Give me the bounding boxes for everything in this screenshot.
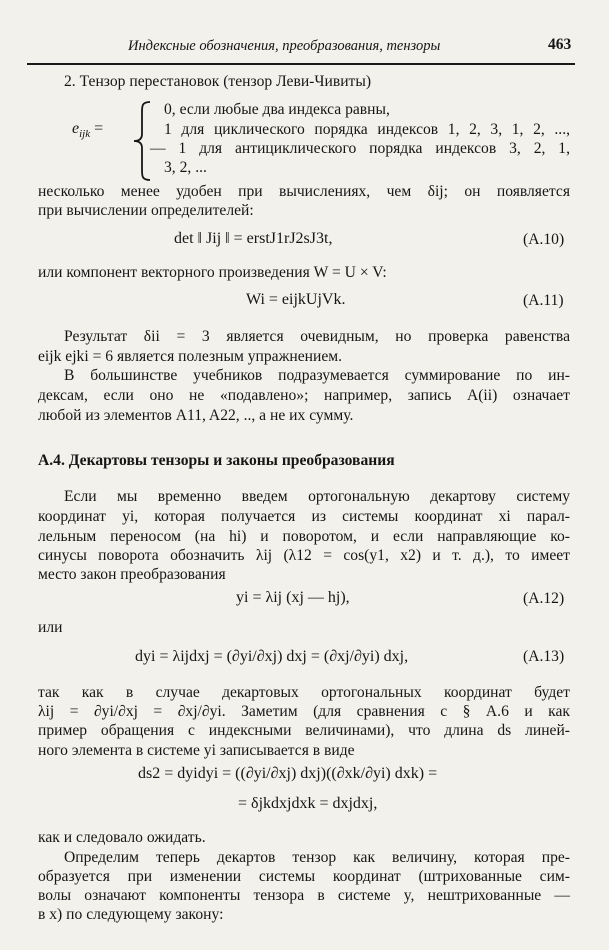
equation-a10: det ‖ Jij ‖ = erstJ1rJ2sJ3t, [174, 230, 333, 247]
para1-line2: при вычислении определителей: [38, 202, 254, 219]
levi-civita-symbol-sub: ijk [79, 128, 91, 141]
para3-line5: любой из элементов A11, A22, .., а не их сумму. [38, 407, 354, 424]
para6-line3: пример обращения с индексными величинами), что длина ds линей- [38, 722, 570, 739]
para4-line1: Если мы временно введем ортогональную декартову систему [64, 488, 570, 505]
para4-line4: синусы поворота обозначить λij (λ12 = cos(y1, x2) и т. д.), то имеет [38, 547, 570, 564]
levi-civita-lhs [72, 120, 103, 140]
para4-line3: лельным переносом (на hi) и поворотом, и если направляющие ко- [38, 528, 570, 545]
levi-civita-case-zero: 0, если любые два индекса равны, [164, 101, 390, 118]
section-heading: А.4. Декартовы тензоры и законы преобразования [38, 452, 395, 469]
para3-line1: Результат δii = 3 является очевидным, но проверка равенства [64, 328, 570, 345]
levi-civita-case-anticyclic: — 1 для антициклического порядка индексов 3, 2, 1, [150, 140, 570, 157]
para7-line3: образуется при изменении системы координат (штрихованные сим- [38, 868, 570, 885]
para3-line4: дексам, если оно не «подавлено»; например, запись A(ii) означает [38, 387, 570, 404]
page-number: 463 [548, 36, 572, 53]
para7-line5: в x) по следующему закону: [38, 906, 224, 923]
levi-civita-intro: 2. Тензор перестановок (тензор Леви-Чивиты) [64, 73, 372, 90]
running-header-title: Индексные обозначения, преобразования, тензоры [128, 38, 441, 54]
equation-a12: yi = λij (xj — hj), [236, 589, 350, 606]
para7-line2: Определим теперь декартов тензор как величину, которая пре- [64, 849, 570, 866]
para6-line1: так как в случае декартовых ортогональных координат будет [38, 684, 570, 701]
equation-ds-line1: ds2 = dyidyi = ((∂yi/∂xj) dxj)((∂xk/∂yi) dxk) = [138, 765, 438, 782]
para4-line5: место закон преобразования [38, 566, 226, 583]
para7-line4: волы означают компоненты тензора в системе y, нештрихованные — [38, 887, 570, 904]
para1-line1: несколько менее удобен при вычислениях, чем δij; он появляется [38, 183, 570, 200]
equation-a12-number: (A.12) [523, 590, 565, 607]
para3-line3: В большинстве учебников подразумевается суммирование по ин- [64, 367, 570, 384]
equation-a11: Wi = eijkUjVk. [246, 291, 346, 308]
para6-line4: ного элемента в системе yi записывается в виде [38, 742, 355, 759]
levi-civita-case-cyclic: 1 для циклического порядка индексов 1, 2, 3, 1, 2, ..., [164, 121, 570, 138]
header-rule [27, 63, 575, 65]
levi-civita-case-tail: 3, 2, ... [164, 159, 207, 176]
equation-a10-number: (A.10) [523, 231, 565, 248]
para2-line1: или компонент векторного произведения W = U × V: [38, 264, 387, 281]
para5-line1: или [38, 619, 63, 636]
levi-civita-symbol: e [72, 120, 80, 137]
para7-line1: как и следовало ожидать. [38, 829, 206, 846]
para4-line2: координат yi, которая получается из системы координат xi парал- [38, 508, 570, 525]
equation-a11-number: (A.11) [523, 292, 564, 309]
equation-a13-number: (A.13) [523, 648, 565, 665]
equation-ds-line2: = δjkdxjdxk = dxjdxj, [238, 795, 378, 812]
levi-civita-eq-sign: = [94, 120, 104, 137]
para3-line2: eijk ejki = 6 является полезным упражнением. [38, 348, 343, 365]
para6-line2: λij = ∂yi/∂xj = ∂xj/∂yi. Заметим (для сравнения с § А.6 и как [38, 703, 570, 720]
equation-a13: dyi = λijdxj = (∂yi/∂xj) dxj = (∂xj/∂yi) dxj, [135, 648, 409, 665]
